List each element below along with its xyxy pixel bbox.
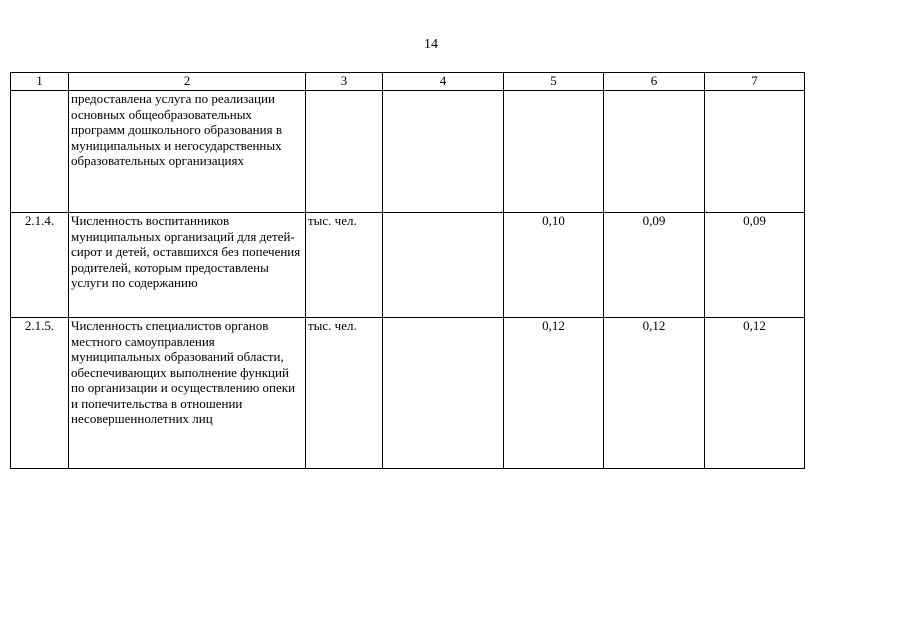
table-row xyxy=(11,213,805,318)
row-value-col7 xyxy=(705,91,805,213)
row-description: Численность специалистов органов местного самоуправления муниципальных образований области, обеспечивающих выполнение функций по организации и осуществлению опеки и попечительства в отношении несовершеннолетних лиц xyxy=(69,318,306,469)
row-unit: тыс. чел. xyxy=(306,213,383,318)
row-value-col6 xyxy=(604,91,705,213)
row-description: предоставлена услуга по реализации основных общеобразовательных программ дошкольного образования в муниципальных и негосударственных образовательных организациях xyxy=(69,91,306,213)
table-row xyxy=(11,91,805,213)
column-header: 1 xyxy=(11,73,69,91)
page-number: 14 xyxy=(424,37,438,52)
row-number: 2.1.4. xyxy=(11,213,69,318)
table-header-row xyxy=(11,73,805,91)
row-value-col4 xyxy=(383,213,504,318)
row-value-col4 xyxy=(383,91,504,213)
table-row xyxy=(11,318,805,469)
row-unit xyxy=(306,91,383,213)
row-value-col7: 0,09 xyxy=(705,213,805,318)
row-unit: тыс. чел. xyxy=(306,318,383,469)
row-number xyxy=(11,91,69,213)
row-value-col6: 0,12 xyxy=(604,318,705,469)
row-value-col4 xyxy=(383,318,504,469)
column-header: 4 xyxy=(383,73,504,91)
column-header: 2 xyxy=(69,73,306,91)
row-number: 2.1.5. xyxy=(11,318,69,469)
column-header: 7 xyxy=(705,73,805,91)
row-description: Численность воспитанников муниципальных организаций для детей-сирот и детей, оставшихся без попечения родителей, которым предоставлены услуги по содержанию xyxy=(69,213,306,318)
data-table xyxy=(10,72,805,469)
row-value-col7: 0,12 xyxy=(705,318,805,469)
row-value-col5 xyxy=(504,91,604,213)
row-value-col5: 0,10 xyxy=(504,213,604,318)
column-header: 3 xyxy=(306,73,383,91)
row-value-col5: 0,12 xyxy=(504,318,604,469)
column-header: 5 xyxy=(504,73,604,91)
column-header: 6 xyxy=(604,73,705,91)
row-value-col6: 0,09 xyxy=(604,213,705,318)
